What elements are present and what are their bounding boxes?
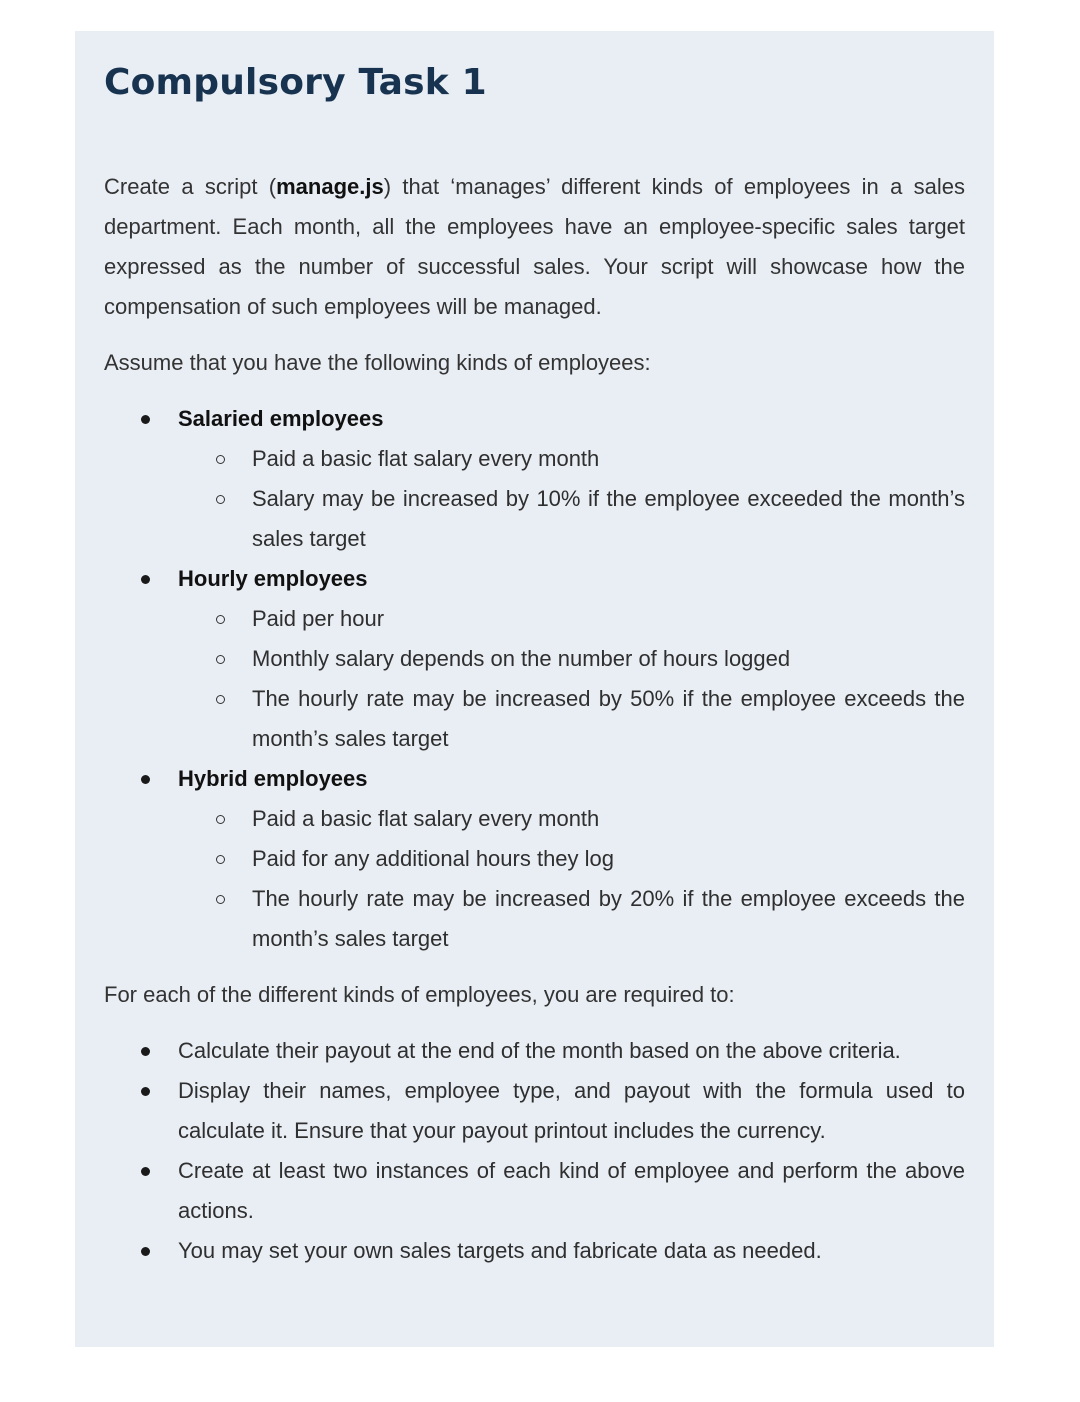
circle-bullet-icon	[216, 855, 225, 864]
requirements-intro: For each of the different kinds of employees, you are required to:	[104, 982, 735, 1007]
list-item-text: Paid for any additional hours they log	[252, 846, 615, 871]
list-item-text: Display their names, employee type, and payout with the formula used to calculate it. Ensure that your payout printout includes the currency.	[178, 1078, 965, 1143]
salaried-details-list	[178, 439, 965, 559]
list-item-text: Paid per hour	[252, 606, 385, 631]
list-item-text: Salary may be increased by 10% if the employee exceeded the month’s sales target	[252, 486, 965, 551]
bullet-icon	[141, 1087, 150, 1096]
circle-bullet-icon	[216, 815, 225, 824]
script-filename: manage.js	[276, 174, 384, 199]
bullet-icon	[141, 575, 150, 584]
list-item	[104, 1031, 965, 1071]
list-item-text: The hourly rate may be increased by 20% if the employee exceeds the month’s sales target	[252, 886, 965, 951]
bullet-icon	[141, 1167, 150, 1176]
list-item	[178, 679, 965, 759]
bullet-icon	[141, 1247, 150, 1256]
task-panel	[75, 31, 994, 1347]
intro-text-before: Create a script (	[104, 174, 277, 199]
requirements-list	[104, 1031, 965, 1271]
list-item-text: Paid a basic flat salary every month	[252, 806, 600, 831]
list-item	[178, 639, 965, 679]
list-item-text: You may set your own sales targets and fabricate data as needed.	[178, 1238, 822, 1263]
assume-paragraph: Assume that you have the following kinds of employees:	[104, 350, 651, 375]
bullet-icon	[141, 415, 150, 424]
bullet-icon	[141, 1047, 150, 1056]
circle-bullet-icon	[216, 455, 225, 464]
list-item	[178, 599, 965, 639]
list-item-salaried	[104, 399, 965, 559]
list-item-text: Create at least two instances of each kind of employee and perform the above actions.	[178, 1158, 965, 1223]
list-item	[178, 799, 965, 839]
list-item	[104, 1151, 965, 1231]
list-item-hybrid	[104, 759, 965, 959]
list-item	[178, 839, 965, 879]
category-label: Hourly employees	[178, 566, 368, 591]
category-label: Hybrid employees	[178, 766, 368, 791]
employee-kinds-list	[104, 399, 965, 959]
list-item-text: Paid a basic flat salary every month	[252, 446, 600, 471]
hourly-details-list	[178, 599, 965, 759]
intro-text-after: ) that ‘manages’ different kinds of employees in a sales department. Each month, all the employees have an employee-specific sales target expressed as the number of successful sales. Your script will showcase how the compensation of such employees will be managed.	[104, 174, 965, 319]
circle-bullet-icon	[216, 895, 225, 904]
circle-bullet-icon	[216, 615, 225, 624]
category-label: Salaried employees	[178, 406, 384, 431]
circle-bullet-icon	[216, 695, 225, 704]
list-item-text: Monthly salary depends on the number of hours logged	[252, 646, 791, 671]
list-item	[178, 439, 965, 479]
list-item	[104, 1231, 965, 1271]
list-item-text: Calculate their payout at the end of the month based on the above criteria.	[178, 1038, 901, 1063]
circle-bullet-icon	[216, 655, 225, 664]
circle-bullet-icon	[216, 495, 225, 504]
page-title: Compulsory Task 1	[104, 62, 487, 103]
list-item-hourly	[104, 559, 965, 759]
list-item	[178, 879, 965, 959]
bullet-icon	[141, 775, 150, 784]
list-item	[104, 1071, 965, 1151]
intro-paragraph	[104, 167, 965, 327]
list-item-text: The hourly rate may be increased by 50% if the employee exceeds the month’s sales target	[252, 686, 965, 751]
hybrid-details-list	[178, 799, 965, 959]
list-item	[178, 479, 965, 559]
